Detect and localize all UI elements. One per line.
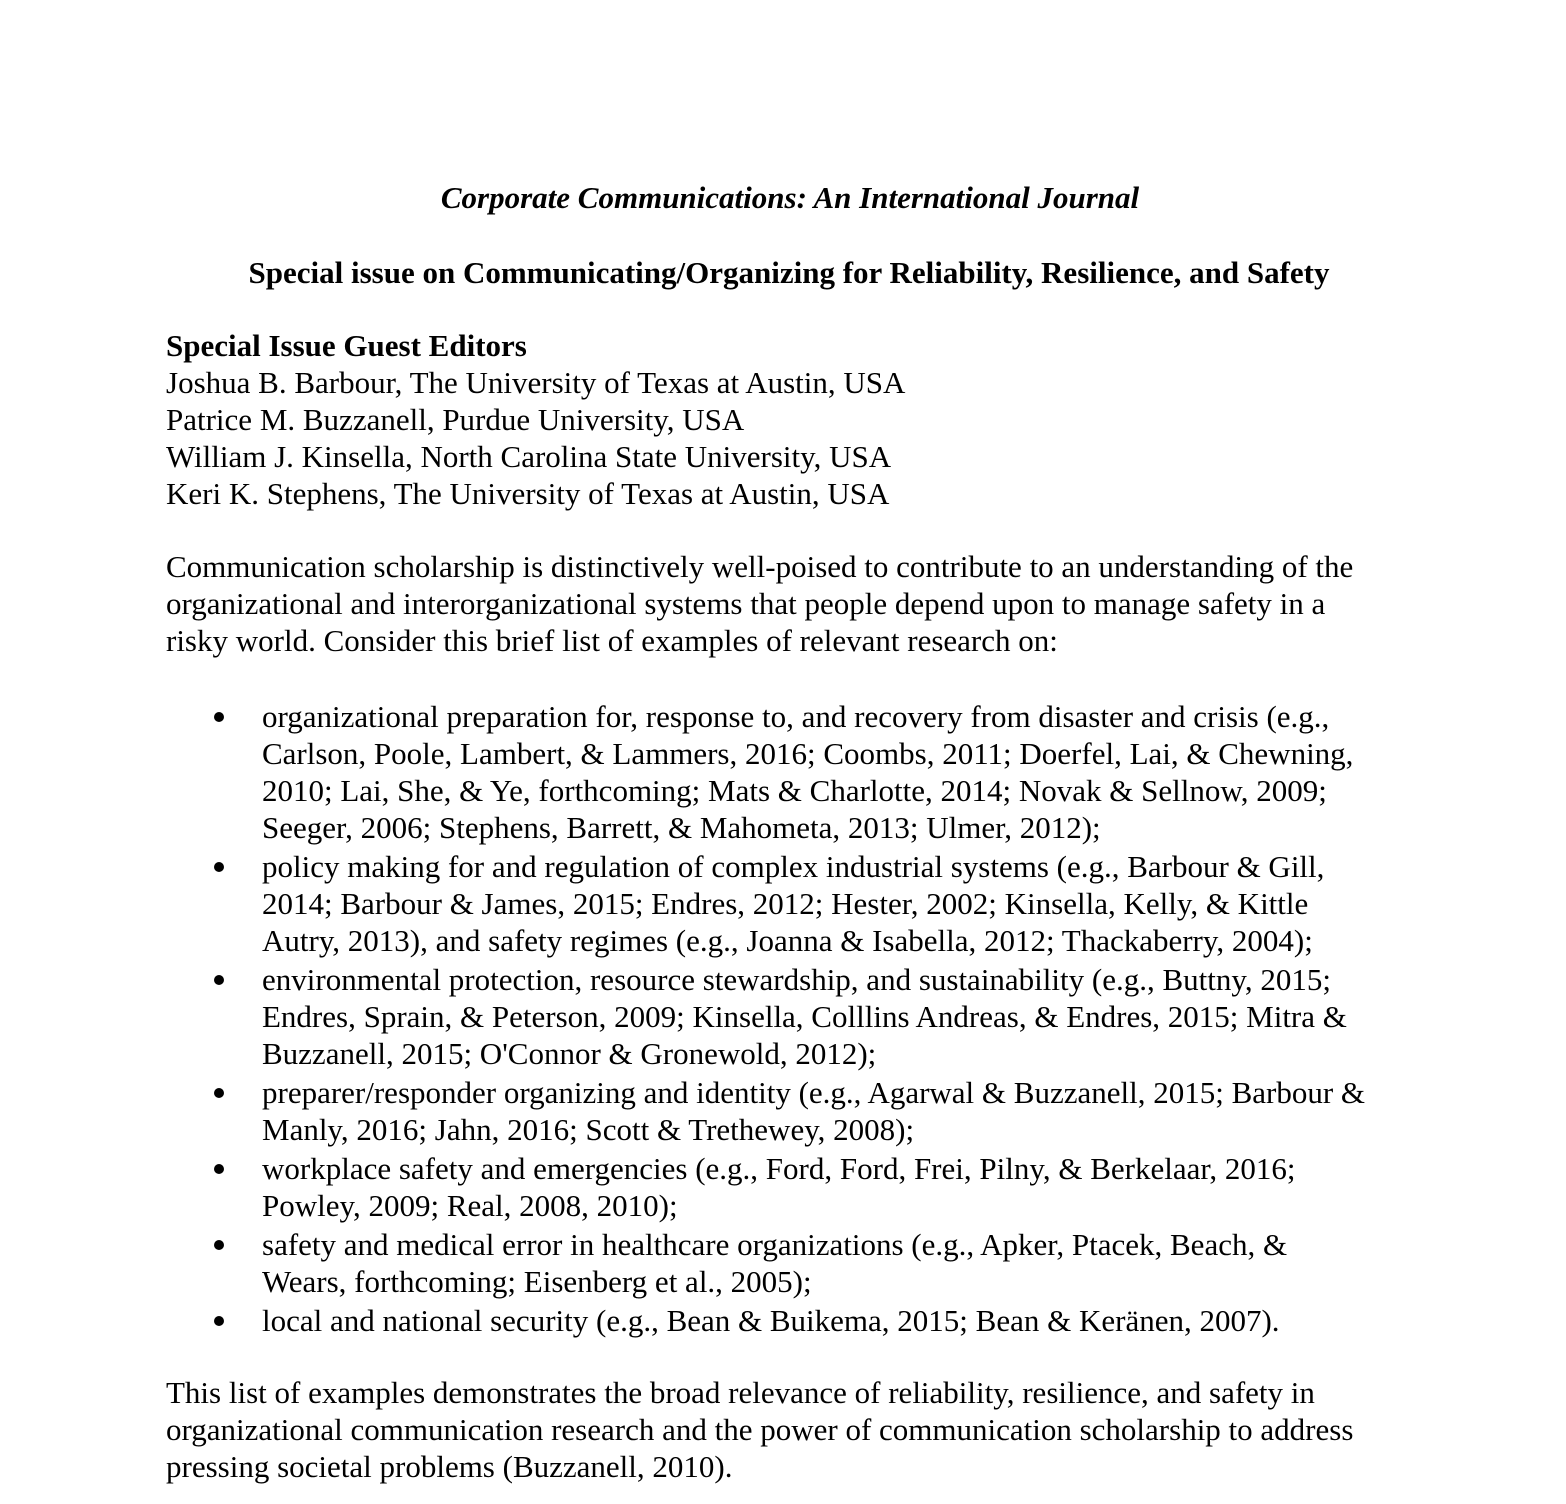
- intro-paragraph: [166, 548, 1416, 659]
- bullet-icon: [214, 1240, 224, 1250]
- list-item-line: organizational preparation for, response to, and recovery from disaster and crisis (e.g.,: [262, 699, 1330, 734]
- editor-line: William J. Kinsella, North Carolina State University, USA: [166, 439, 892, 474]
- journal-title: Corporate Communications: An International Journal: [440, 180, 1140, 215]
- list-item-line: Wears, forthcoming; Eisenberg et al., 2005);: [262, 1264, 812, 1299]
- list-item: [0, 1074, 1566, 1148]
- bullet-icon: [214, 1316, 224, 1326]
- bullet-icon: [214, 1164, 224, 1174]
- closing-line: This list of examples demonstrates the broad relevance of reliability, resilience, and safety in: [166, 1375, 1315, 1410]
- bullet-icon: [214, 975, 224, 985]
- guest-editors-heading: Special Issue Guest Editors: [166, 328, 527, 363]
- list-item: [0, 1226, 1566, 1300]
- list-item-line: Autry, 2013), and safety regimes (e.g., Joanna & Isabella, 2012; Thackaberry, 2004);: [262, 923, 1313, 958]
- list-item-line: Powley, 2009; Real, 2008, 2010);: [262, 1188, 678, 1223]
- list-item-line: Buzzanell, 2015; O'Connor & Gronewold, 2012);: [262, 1036, 877, 1071]
- list-item: [0, 961, 1566, 1072]
- intro-line: Communication scholarship is distinctively well-poised to contribute to an understanding of the: [166, 549, 1354, 584]
- editor-line: Keri K. Stephens, The University of Texas at Austin, USA: [166, 476, 890, 511]
- list-item-line: Carlson, Poole, Lambert, & Lammers, 2016; Coombs, 2011; Doerfel, Lai, & Chewning,: [262, 736, 1354, 771]
- list-item-line: Seeger, 2006; Stephens, Barrett, & Mahometa, 2013; Ulmer, 2012);: [262, 810, 1101, 845]
- bullet-icon: [214, 1088, 224, 1098]
- list-item-line: safety and medical error in healthcare organizations (e.g., Apker, Ptacek, Beach, &: [262, 1227, 1288, 1262]
- guest-editors-section: [166, 327, 1466, 512]
- research-examples-list: [0, 698, 1566, 1341]
- issue-title: Special issue on Communicating/Organizing for Reliability, Resilience, and Safety: [248, 255, 1330, 290]
- list-item-line: policy making for and regulation of complex industrial systems (e.g., Barbour & Gill,: [262, 849, 1325, 884]
- bullet-icon: [214, 862, 224, 872]
- intro-line: risky world. Consider this brief list of examples of relevant research on:: [166, 623, 1058, 658]
- closing-paragraph: [166, 1374, 1416, 1485]
- list-item: [0, 1150, 1566, 1224]
- closing-line: organizational communication research and the power of communication scholarship to address: [166, 1412, 1354, 1447]
- list-item: [0, 1302, 1566, 1339]
- list-item: [0, 698, 1566, 846]
- list-item-line: 2010; Lai, She, & Ye, forthcoming; Mats & Charlotte, 2014; Novak & Sellnow, 2009;: [262, 773, 1327, 808]
- list-item-line: environmental protection, resource stewardship, and sustainability (e.g., Buttny, 2015;: [262, 962, 1331, 997]
- closing-line: pressing societal problems (Buzzanell, 2010).: [166, 1449, 733, 1484]
- list-item-line: Endres, Sprain, & Peterson, 2009; Kinsella, Colllins Andreas, & Endres, 2015; Mitra &: [262, 999, 1347, 1034]
- list-item-line: workplace safety and emergencies (e.g., Ford, Ford, Frei, Pilny, & Berkelaar, 2016;: [262, 1151, 1296, 1186]
- list-item-line: preparer/responder organizing and identity (e.g., Agarwal & Buzzanell, 2015; Barbour &: [262, 1075, 1366, 1110]
- list-item-line: local and national security (e.g., Bean & Buikema, 2015; Bean & Keränen, 2007).: [262, 1303, 1280, 1338]
- bullet-icon: [214, 712, 224, 722]
- list-item-line: Manly, 2016; Jahn, 2016; Scott & Trethewey, 2008);: [262, 1112, 915, 1147]
- editor-line: Patrice M. Buzzanell, Purdue University, USA: [166, 402, 745, 437]
- intro-line: organizational and interorganizational systems that people depend upon to manage safety in a: [166, 586, 1326, 621]
- editor-line: Joshua B. Barbour, The University of Texas at Austin, USA: [166, 365, 906, 400]
- list-item-line: 2014; Barbour & James, 2015; Endres, 2012; Hester, 2002; Kinsella, Kelly, & Kittle: [262, 886, 1309, 921]
- list-item: [0, 848, 1566, 959]
